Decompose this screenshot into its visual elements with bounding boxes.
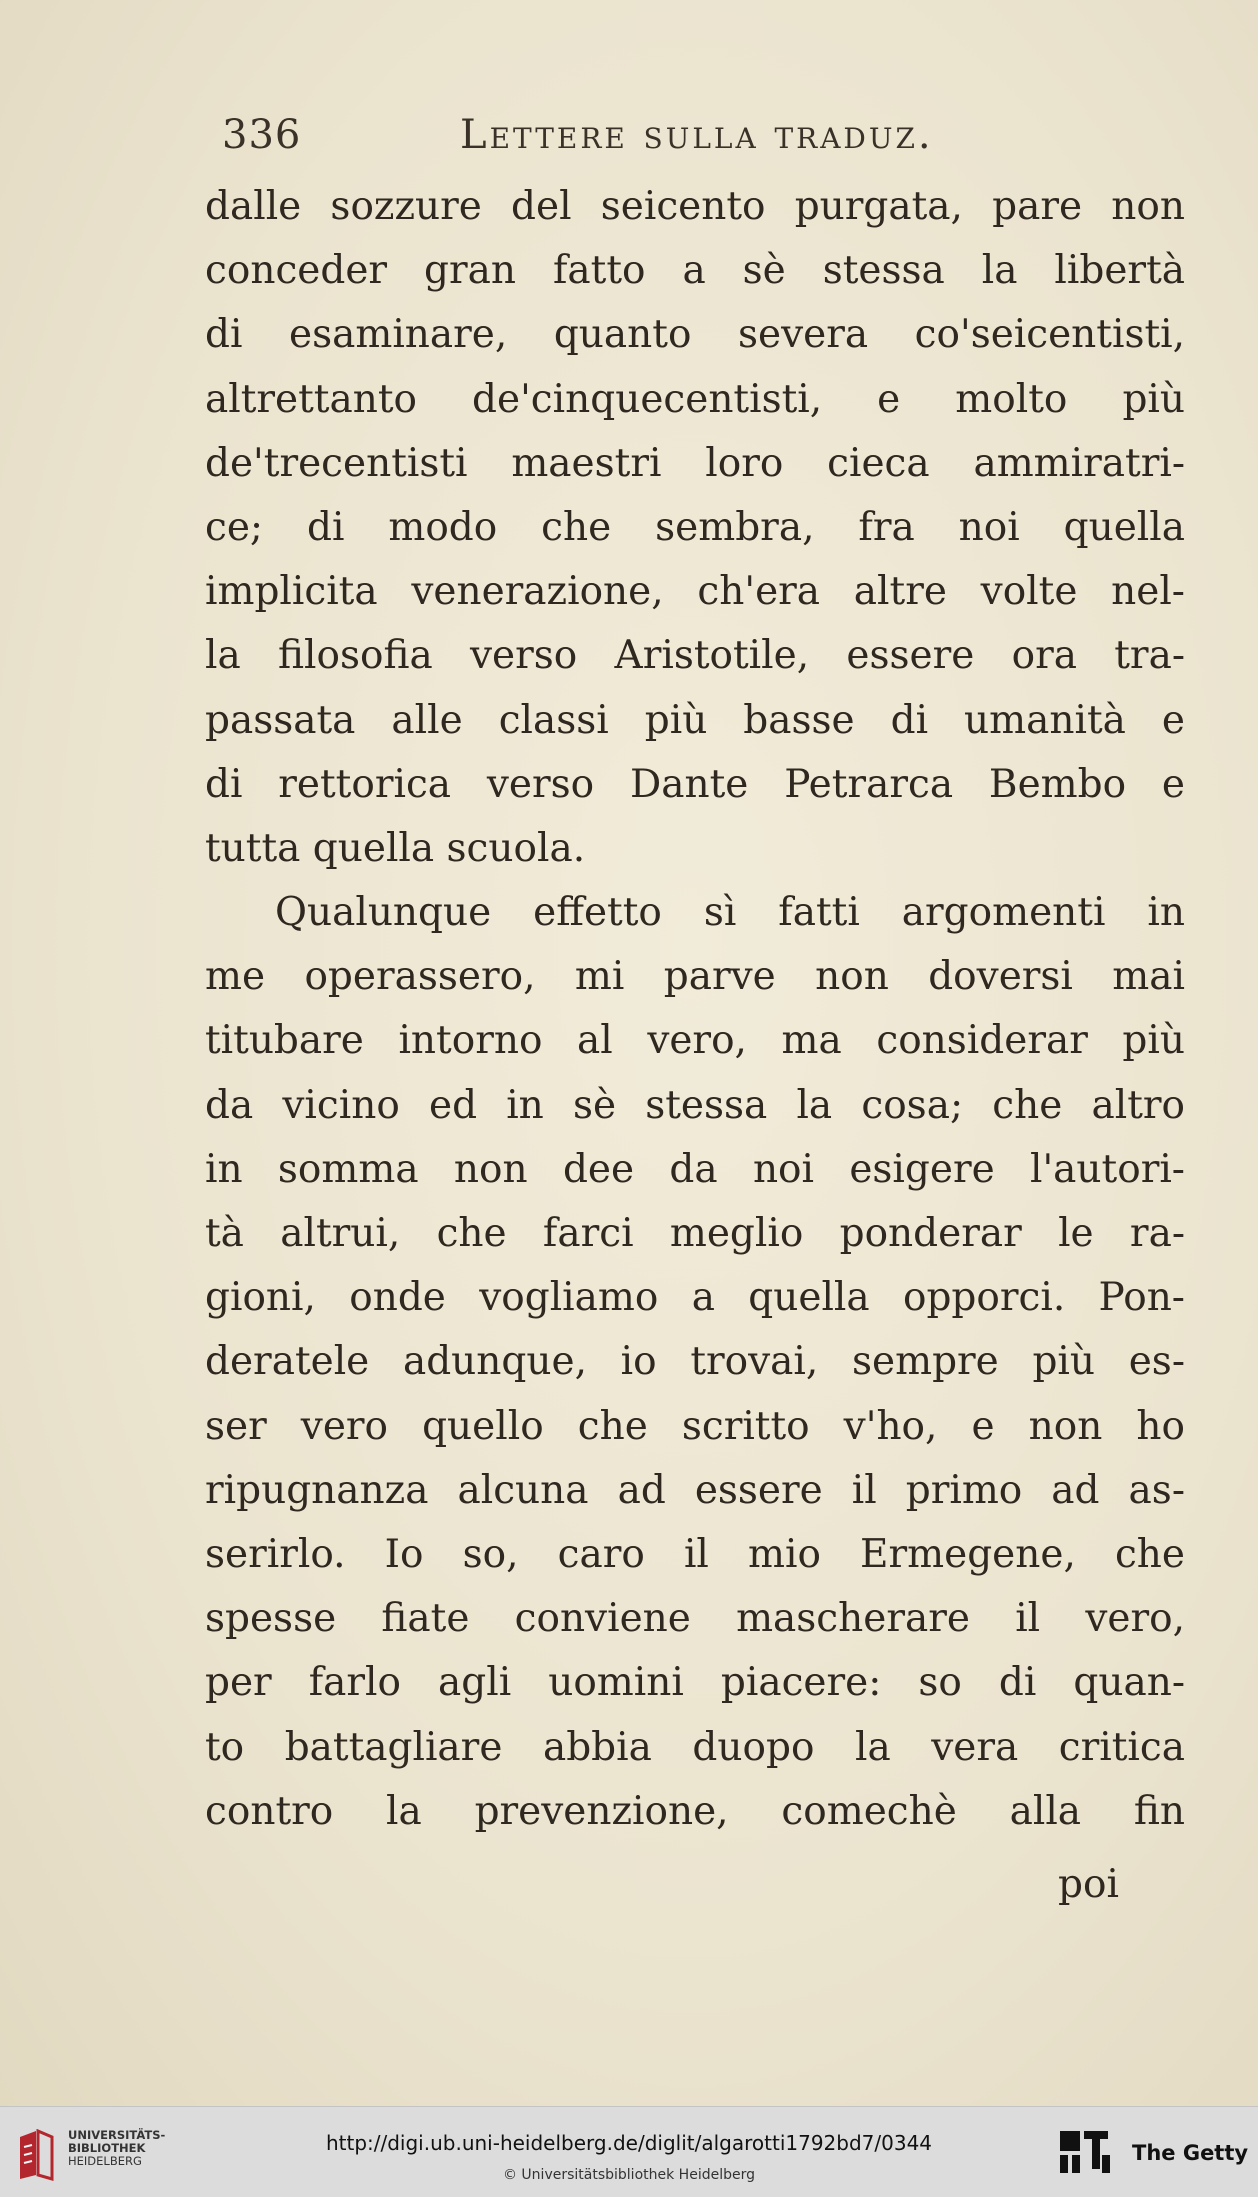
text-line: tà altrui, che farci meglio ponderar le ra-: [205, 1211, 1185, 1256]
text-line: ripugnanza alcuna ad essere il primo ad as-: [205, 1467, 1185, 1513]
text-line: ser vero quello che scritto v'ho, e non ho: [205, 1403, 1185, 1449]
text-line: de'trecentisti maestri loro cieca ammiratri-: [205, 440, 1185, 486]
page-number: 336: [222, 112, 302, 158]
text-line: contro la prevenzione, comechè alla fin: [205, 1788, 1185, 1834]
page-header: [222, 112, 1022, 168]
text-line: passata alle classi più basse di umanità e: [205, 697, 1185, 743]
text-line: tutta quella scuola.: [205, 825, 586, 871]
text-line: gioni, onde vogliamo a quella opporci. Pon-: [205, 1275, 1185, 1321]
running-title: Lettere sulla traduz.: [460, 112, 934, 158]
text-line: in somma non dee da noi esigere l'autori-: [205, 1146, 1185, 1192]
permalink-url[interactable]: http://digi.ub.uni-heidelberg.de/diglit/algarotti1792bd7/0344: [325, 2131, 933, 2155]
text-line: ce; di modo che sembra, fra noi quella: [205, 504, 1185, 550]
library-name-line: HEIDELBERG: [68, 2154, 142, 2168]
text-line: titubare intorno al vero, ma considerar più: [205, 1018, 1185, 1064]
copyright-notice: © Universitätsbibliothek Heidelberg: [502, 2167, 755, 2183]
text-line: la filosofia verso Aristotile, essere ora tra-: [205, 633, 1185, 679]
text-line: da vicino ed in sè stessa la cosa; che altro: [205, 1082, 1185, 1128]
text-line: to battagliare abbia duopo la vera critica: [205, 1724, 1185, 1770]
text-line: dalle sozzure del seicento purgata, pare non: [205, 184, 1185, 229]
text-line: altrettanto de'cinquecentisti, e molto più: [205, 376, 1185, 422]
text-line: di esaminare, quanto severa co'seicentisti,: [205, 312, 1185, 358]
getty-logo-icon: [1058, 2127, 1112, 2181]
footer-bar: [0, 2106, 1258, 2197]
getty-name: The Getty: [1132, 2141, 1249, 2165]
library-name-line: BIBLIOTHEK: [68, 2141, 146, 2155]
catchword: poi: [1058, 1862, 1119, 1907]
text-line: deratele adunque, io trovai, sempre più es-: [205, 1339, 1185, 1385]
text-line: serirlo. Io so, caro il mio Ermegene, che: [205, 1531, 1185, 1577]
text-line: me operassero, mi parve non doversi mai: [205, 954, 1185, 1000]
text-line: spesse fiate conviene mascherare il vero,: [205, 1596, 1185, 1642]
text-line: di rettorica verso Dante Petrarca Bembo e: [205, 761, 1185, 807]
library-name-line: UNIVERSITÄTS-: [68, 2128, 166, 2142]
text-line: Qualunque effetto sì fatti argomenti in: [275, 890, 1185, 936]
text-line: conceder gran fatto a sè stessa la libertà: [205, 248, 1185, 294]
body-text: [205, 175, 1185, 1844]
text-line: per farlo agli uomini piacere: so di quan-: [205, 1660, 1185, 1706]
text-line: implicita venerazione, ch'era altre volte nel-: [205, 569, 1185, 615]
